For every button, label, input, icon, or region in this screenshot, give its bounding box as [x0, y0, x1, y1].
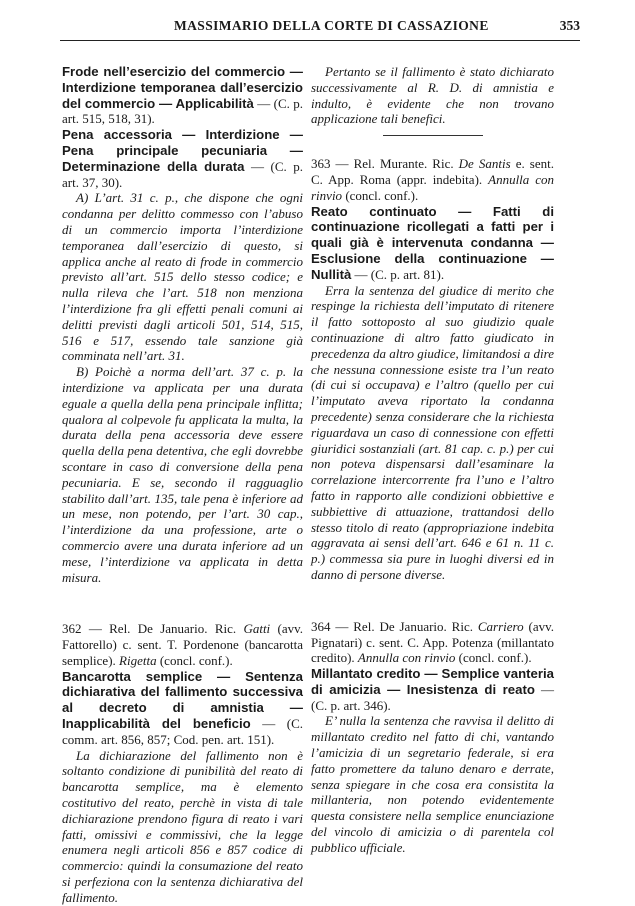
case-outcome: Rigetta — [119, 652, 157, 668]
maxim-text: La dichiarazione del fallimento non è soltanto condizione di punibilità del reato di bancarotta semplice, ma è elemento costitutivo del reato, perchè in vista di tale dichiarazione prendono figura di reato i vari fatti, omissivi e commissivi, che la legge enumera negli articoli 856 e 857 codice di commercio: quindi la consumazione del reato si perfeziona con la sentenza dichiarativa del fallimento. — [62, 747, 303, 905]
maxim-pena — [62, 127, 303, 190]
maxim-continuation: Pertanto se il fallimento è stato dichiarato successivamente al R. D. di amnistia e indulto, è evidente che non trovano applicazione tali benefici. — [311, 64, 554, 127]
code-reference: — (C. p. art. 81). — [354, 266, 445, 282]
maxim-text: E’ nulla la sentenza che ravvisa il delitto di millantato credito nel fatto di chi, vantando l’amicizia di un segretario federale, si era fatto promettere da taluno denaro e derrate, senza spiegare in che cosa era consistita la millanteria, non potendo evidentemente questa consistere nella semplice enunciazione del vincolo di amicizia o di parentela col pubblico ufficiale. — [311, 713, 554, 855]
section-divider — [383, 135, 483, 136]
code-reference: — (C. comm. art. 856, 857; Cod. pen. art. 151). — [62, 716, 304, 747]
maxim-heading: Millantato credito — Semplice vanteria di amicizia — Inesistenza di reato — [311, 666, 554, 697]
maxim-text-a: A) L’art. 31 c. p., che dispone che ogni condanna per delitto commesso con l’abuso di un commercio importa l’interdizione temporanea dall’esercizio di questo, si applica anche al reato di frode in commercio previsto all’art. 515 dello stesso codice; e nulla rileva che l’art. 518 non menziona l’interdizione fra gli effetti penali comuni ai delitti previsti dagli articoli 501, 514, 515, 516 e 517, essendo tale sanzione già comminata nell’art. 31. — [62, 190, 303, 364]
maxim-heading: Bancarotta semplice — Sentenza dichiarativa del fallimento successiva al decreto di amnistia — Inapplicabilità del beneficio — [62, 668, 303, 732]
code-reference: — (C. p. art. 37, 30). — [62, 158, 304, 190]
page-header — [60, 18, 580, 40]
case-conclusion: (concl. conf.). — [458, 650, 532, 666]
case-meta: e. sent. C. App. Roma (appr. indebita). — [311, 156, 554, 187]
maxim-reato — [311, 204, 554, 283]
running-title: MASSIMARIO DELLA CORTE DI CASSAZIONE — [174, 18, 489, 33]
case-meta: (avv. Pignatari) c. sent. C. App. Potenza (millantato credito). — [311, 618, 555, 666]
case-meta: 363 — Rel. Murante. Ric. — [311, 156, 454, 172]
header-rule — [60, 40, 580, 41]
case-header-362 — [62, 621, 303, 668]
case-meta: 364 — Rel. De Januario. Ric. — [311, 618, 473, 634]
case-outcome: Annulla con rinvio — [357, 650, 456, 666]
case-meta: 362 — Rel. De Januario. Ric. — [62, 621, 237, 637]
code-reference: — (C. p. art. 515, 518, 31). — [62, 95, 304, 127]
maxim-heading: Frode nell’esercizio del commercio — Interdizione temporanea dall’esercizio del commercio — Applicabilità — [62, 64, 303, 111]
case-header-363 — [311, 156, 554, 203]
case-conclusion: (concl. conf.). — [345, 187, 419, 203]
case-outcome: Annulla con rinvio — [311, 171, 555, 203]
maxim-heading: Pena accessoria — Interdizione — Pena principale pecuniaria — Determinazione della durata — [62, 127, 303, 174]
code-reference: — (C. p. art. 346). — [311, 681, 554, 713]
maxim-text: Erra la sentenza del giudice di merito che respinge la richiesta dell’imputato di ritenere il fatto sottoposto al suo giudizio quale continuazione di altro fatto giudicato in precedenza da altro giudice, limitandosi a dire che nessuna connessione esiste tra l’un reato (di cui si occupava) e l’altro (quello per cui l’imputato aveva riportato la condanna precedente) senza considerare che la richiesta riguardava un caso di connessione con effetti giuridici sostanziali (art. 81 cap. c. p.) per cui non poteva dispensarsi dall’esaminare la correlazione intercorrente fra l’uno e l’altro fatto in rapporto alle condizioni obbiettive e subbiettive di attuazione, trattandosi dello stesso titolo di reato (appropriazione indebita aggravata ai sensi dell’art. 646 e 61 n. 11 c. p.) commessa sia pure in luoghi diversi ed in danno di persone diverse. — [311, 282, 554, 582]
case-conclusion: (concl. conf.). — [159, 652, 233, 668]
maxim-millantato — [311, 666, 554, 713]
maxim-text-b: B) Poichè a norma dell’art. 37 c. p. la interdizione va applicata per una durata eguale a quella della pena principale inflitta; qualora al colpevole fu applicata la multa, la durata della pena accessoria deve essere quella della pena detentiva, che egli dovrebbe scontare in caso di conversione della pena pecuniaria. E se, secondo il ragguaglio stabilito dall’art. 135, tale pena è inferiore ad un mese, non potendo, per l’art. 30 cap., l’interdizione da una professione, arte o commercio avere una durata inferiore ad un mese, l’interdizione va applicata in detta misura. — [62, 364, 303, 585]
page-number: 353 — [559, 18, 580, 33]
party-name: Gatti — [243, 621, 271, 637]
left-column — [62, 64, 303, 906]
party-name: Carriero — [477, 618, 524, 634]
maxim-heading: Reato continuato — Fatti di continuazione ricollegati a fatti per i quali già è intervenuta condanna — Esclusione della continuazione — Nullità — [311, 203, 554, 282]
right-column — [311, 64, 554, 856]
case-header-364 — [311, 619, 554, 666]
maxim-frode — [62, 64, 303, 127]
case-meta: (avv. Fattorello) c. sent. T. Pordenone (bancarotta semplice). — [62, 621, 303, 668]
maxim-bancarotta — [62, 669, 303, 748]
party-name: De Santis — [458, 156, 511, 172]
